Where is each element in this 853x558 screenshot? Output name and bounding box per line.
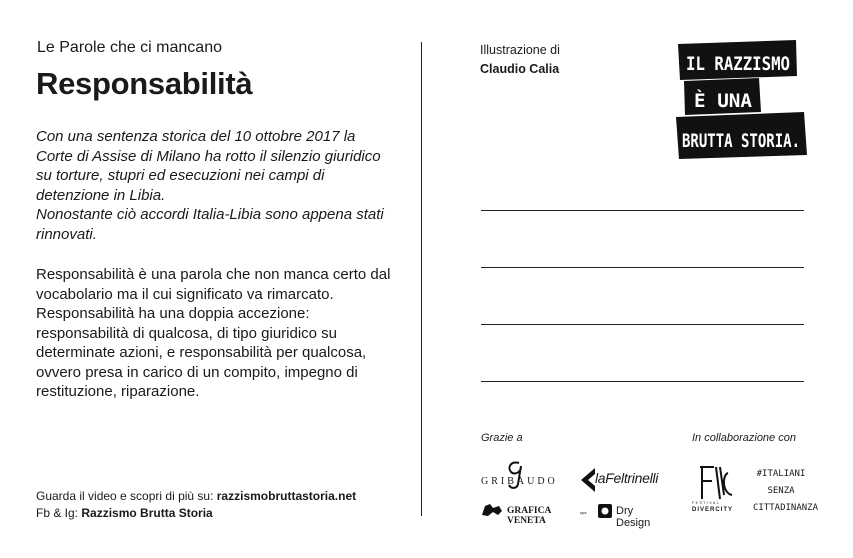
feltrinelli-logo — [577, 466, 669, 494]
body-text — [36, 265, 398, 402]
center-divider — [421, 42, 422, 516]
footer-social — [36, 506, 213, 520]
italiani-line-3: CITTADINANZA — [753, 503, 819, 513]
series-title: Le Parole che ci mancano — [37, 39, 222, 56]
divercity-mark-icon — [696, 465, 740, 501]
address-line-2 — [481, 267, 804, 268]
social-handle[interactable]: Razzismo Brutta Storia — [81, 506, 213, 520]
italiani-senza-cittadinanza-logo — [753, 466, 819, 517]
address-line-3 — [481, 324, 804, 325]
divercity-text: DIVERCITY — [692, 507, 734, 513]
page-title: Responsabilità — [36, 66, 253, 101]
feltrinelli-arrow-icon — [577, 466, 597, 494]
divercity-logo — [692, 465, 744, 517]
logo-line-3: BRUTTA STORIA. — [682, 130, 800, 152]
campaign-logo — [676, 40, 808, 162]
grafica-veneta-logo — [481, 503, 587, 526]
collaboration-label: In collaborazione con — [692, 432, 796, 444]
intro-paragraph-2: Nonostante ciò accordi Italia-Libia sono appena stati rinnovati. — [36, 206, 384, 243]
footer-social-label: Fb & Ig: — [36, 506, 82, 520]
body-paragraph: Responsabilità è una parola che non manca certo dal vocabolario ma il cui significato va rimarcato. Responsabilità ha una doppia accezione: responsabilità di qualcosa, di tipo giuridico su determinate azioni, e responsabilità per qualcosa, ovvero presa in carico di un compito, impegno di restituzione, riparazione. — [36, 266, 391, 400]
grafica-veneta-suffix: spa — [580, 510, 587, 515]
intro-text — [36, 127, 396, 244]
thanks-label: Grazie a — [481, 432, 523, 444]
logo-line-2: È UNA — [694, 90, 752, 112]
gribaudo-logo — [481, 460, 559, 490]
dry-design-logo — [598, 504, 670, 529]
footer-website — [36, 489, 356, 503]
gribaudo-text: GRIBAUDO — [481, 476, 558, 487]
website-link[interactable]: razzismobruttastoria.net — [216, 489, 357, 503]
address-line-1 — [481, 210, 804, 211]
divercity-prefix: FESTIVAL — [692, 501, 721, 505]
italiani-line-2: SENZA — [767, 486, 795, 496]
intro-paragraph-1: Con una sentenza storica del 10 ottobre 2017 la Corte di Assise di Milano ha rotto il silenzio giuridico su torture, stupri ed esecuzioni nei campi di detenzione in Libia. — [36, 128, 381, 204]
dry-design-text: Dry Design — [616, 505, 651, 529]
illustrator-name: Claudio Calia — [480, 62, 560, 76]
grafica-veneta-text: GRAFICA VENETA — [507, 506, 551, 526]
dry-design-mark-icon — [598, 504, 612, 518]
lion-icon — [481, 503, 503, 517]
feltrinelli-text: laFeltrinelli — [595, 470, 659, 486]
address-line-4 — [481, 381, 804, 382]
logo-line-1: IL RAZZISMO — [686, 53, 790, 75]
italiani-line-1: #ITALIANI — [756, 469, 806, 479]
footer-website-label: Guarda il video e scopri di più su: — [36, 489, 217, 503]
illustration-label: Illustrazione di — [480, 43, 560, 57]
